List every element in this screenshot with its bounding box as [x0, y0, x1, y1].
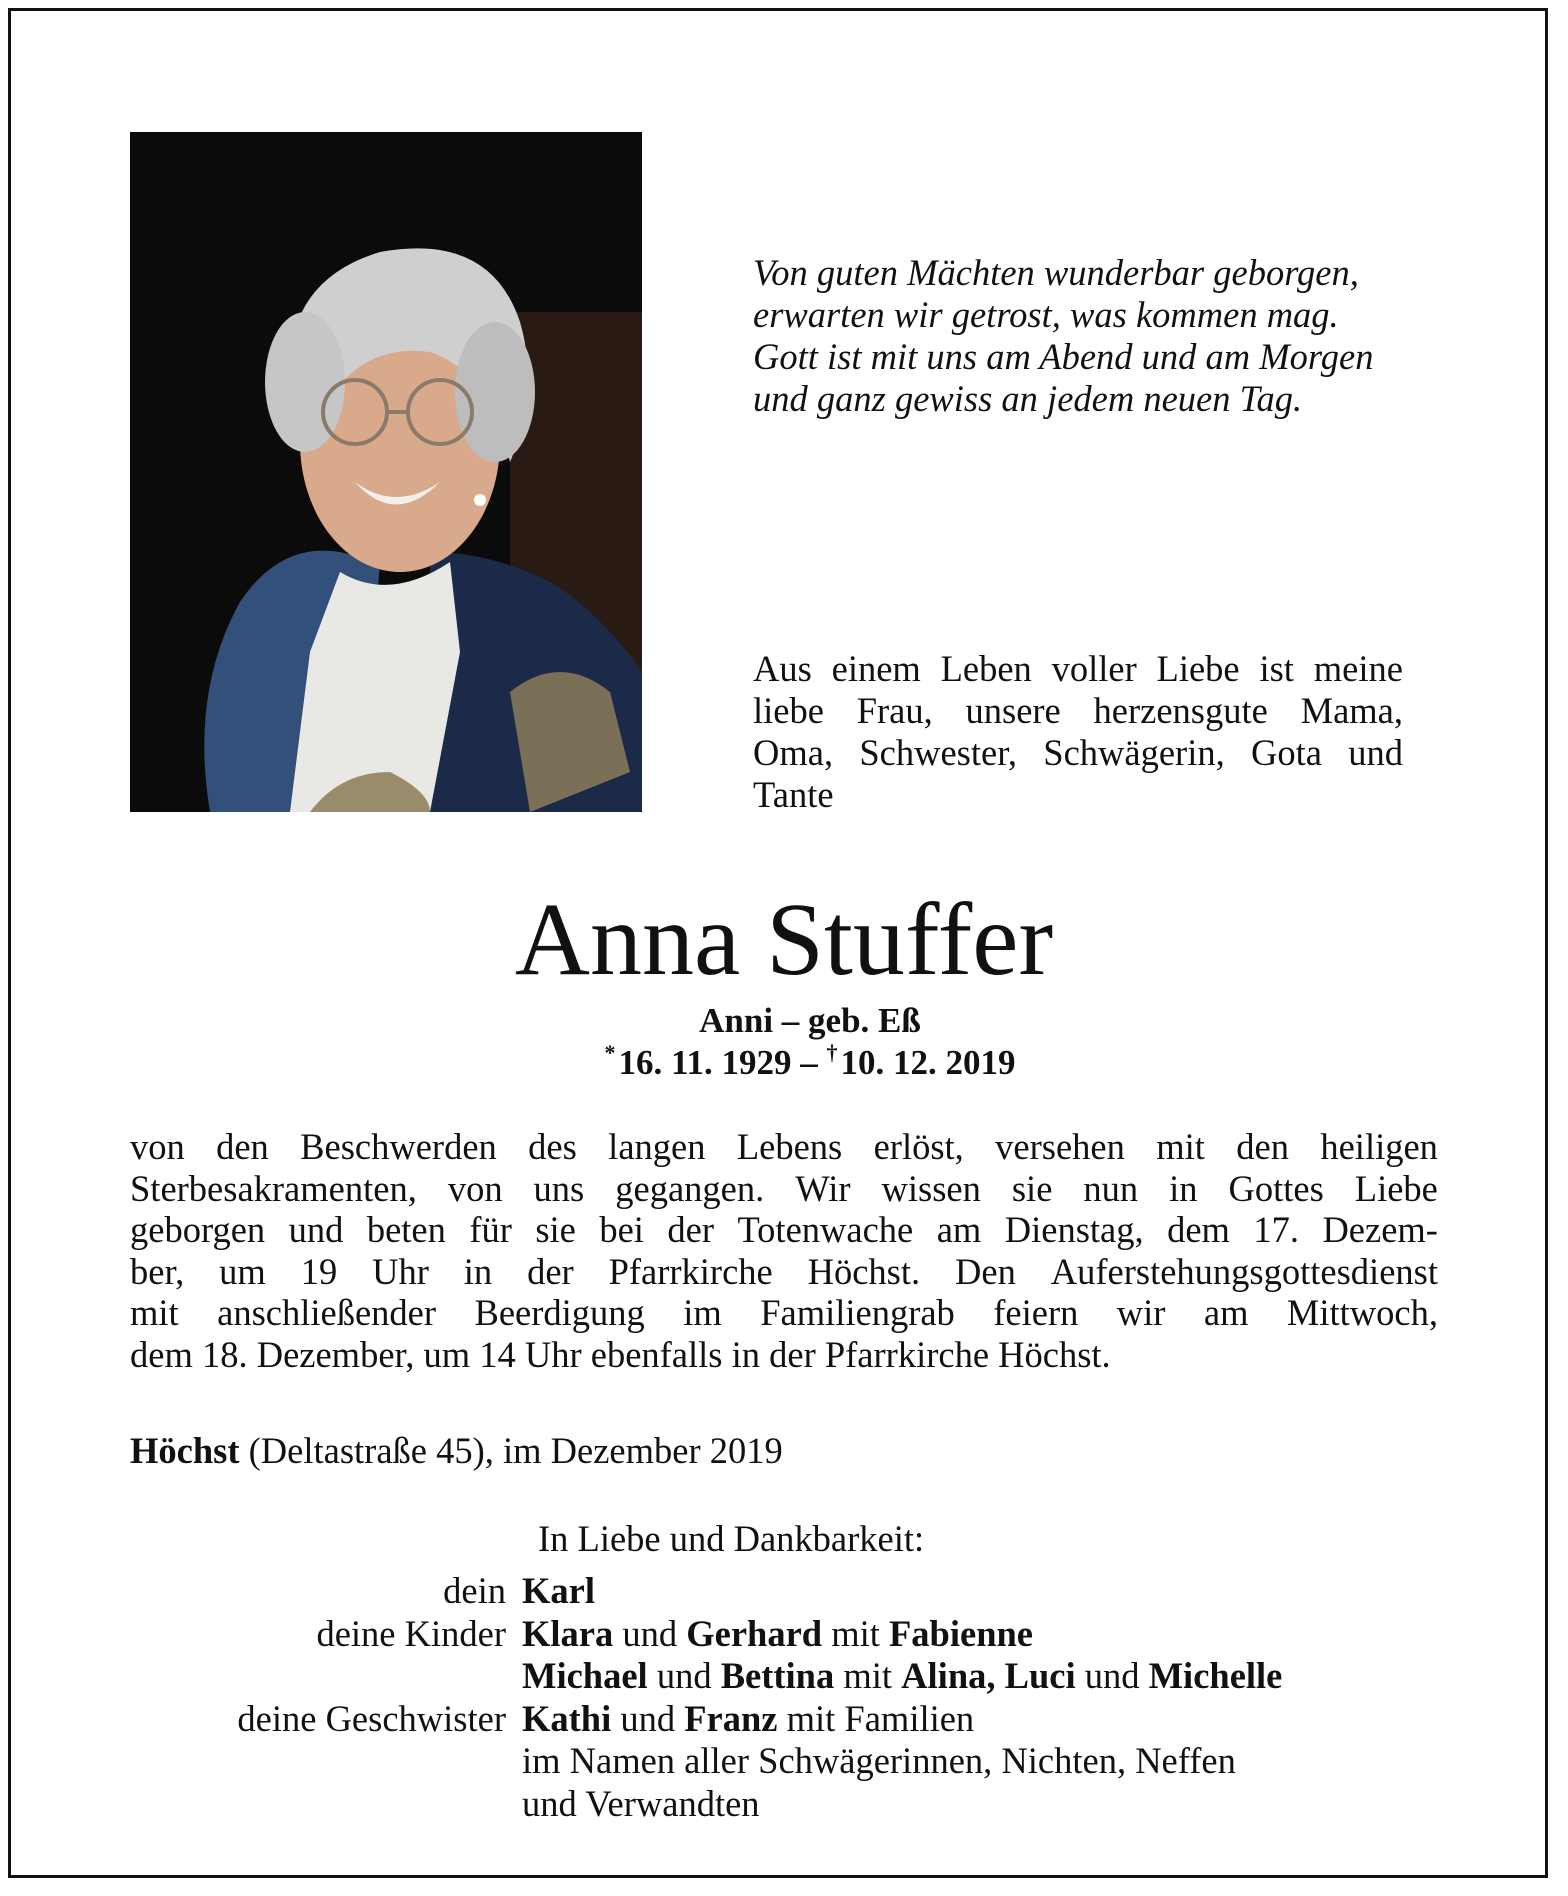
word: mit: [1156, 1126, 1205, 1167]
family-member-name: Gerhard: [686, 1612, 823, 1654]
word: den: [1236, 1126, 1289, 1167]
word: liebe: [753, 690, 824, 731]
poem-quote: [753, 252, 1473, 420]
word: mit: [130, 1292, 179, 1333]
word: Uhr: [372, 1250, 429, 1292]
word: ber,: [130, 1250, 185, 1292]
word: und: [1348, 732, 1403, 773]
word: Schwester,: [859, 732, 1018, 773]
word: Liebe: [1354, 1167, 1438, 1209]
family-member-name: Karl: [522, 1570, 595, 1611]
family-connector-text: im Namen aller Schwägerinnen, Nichten, Neffen: [522, 1740, 1236, 1781]
word: in: [1169, 1167, 1198, 1209]
word: am: [1203, 1292, 1249, 1333]
family-connector-text: und: [1075, 1655, 1149, 1696]
word: Schwägerin,: [1043, 732, 1225, 773]
word: langen: [608, 1126, 706, 1167]
family-connector-text: mit: [822, 1612, 890, 1654]
word: bei: [599, 1209, 644, 1250]
word: von: [130, 1126, 185, 1167]
word: feiern: [993, 1292, 1079, 1333]
word: ist: [1259, 648, 1294, 689]
word: in: [463, 1250, 493, 1292]
birth-date: 16. 11. 1929: [618, 1043, 792, 1082]
intro-line: [753, 732, 1403, 774]
poem-line: und ganz gewiss an jedem neuen Tag.: [753, 378, 1303, 419]
word: Gota: [1251, 732, 1322, 773]
birth-symbol: *: [604, 1040, 616, 1065]
thanks-line: In Liebe und Dankbarkeit:: [538, 1518, 925, 1559]
word: um: [219, 1250, 266, 1292]
word: wir: [1116, 1292, 1166, 1333]
word: voller: [1051, 648, 1137, 689]
intro-line: [753, 690, 1403, 732]
word: uns: [533, 1167, 585, 1209]
word: Oma,: [753, 732, 834, 773]
family-list: [0, 1570, 1568, 1825]
word: der: [667, 1209, 714, 1250]
word: den: [216, 1126, 269, 1167]
word: erlöst,: [873, 1126, 964, 1167]
word: geborgen: [130, 1209, 266, 1250]
body-line: [130, 1292, 1438, 1334]
family-relation-label: [0, 1655, 522, 1698]
family-row: [0, 1698, 1568, 1741]
family-row: [0, 1570, 1568, 1613]
word: Dienstag,: [1004, 1209, 1144, 1250]
family-row: [0, 1740, 1568, 1783]
poem-line: Von guten Mächten wunderbar geborgen,: [753, 252, 1359, 293]
nickname-line: Anni – geb. Eß: [699, 1001, 921, 1040]
word: Höchst.: [807, 1250, 921, 1292]
word: Totenwache: [737, 1209, 914, 1250]
announcement-text: [130, 1126, 1438, 1375]
family-members: [522, 1698, 974, 1741]
family-members: [522, 1655, 1282, 1698]
intro-text: [753, 648, 1403, 816]
intro-line: [753, 648, 1403, 690]
word: Mittwoch,: [1286, 1292, 1438, 1333]
portrait-photo: [130, 132, 642, 812]
word: Gottes: [1228, 1167, 1324, 1209]
family-members: [522, 1613, 1033, 1656]
word: Aus: [753, 648, 812, 689]
family-connector-text: und: [647, 1655, 721, 1696]
word: Auferstehungsgottesdienst: [1050, 1250, 1438, 1292]
word: nun: [1083, 1167, 1139, 1209]
word: einem: [831, 648, 921, 689]
word: Sterbesakramenten,: [130, 1167, 417, 1209]
family-row: [0, 1613, 1568, 1656]
poem-line: erwarten wir getrost, was kommen mag.: [753, 294, 1339, 335]
word: gegangen.: [615, 1167, 765, 1209]
body-line: [130, 1209, 1438, 1251]
word: und: [288, 1209, 344, 1250]
family-member-name: Michelle: [1148, 1655, 1283, 1696]
word: Pfarrkirche: [608, 1250, 773, 1292]
family-connector-text: mit: [834, 1655, 902, 1696]
word: herzensgute: [1093, 690, 1268, 731]
body-line: [130, 1126, 1438, 1168]
family-relation-label: [0, 1740, 522, 1783]
body-line: [130, 1168, 1438, 1210]
family-member-name: Kathi: [522, 1697, 612, 1739]
word: Wir: [795, 1167, 851, 1209]
word: 19: [300, 1250, 338, 1292]
word: am: [936, 1209, 982, 1250]
word: des: [528, 1126, 577, 1167]
family-row: [0, 1655, 1568, 1698]
family-member-name: Michael: [522, 1655, 648, 1696]
word: Dezem-: [1322, 1209, 1438, 1250]
word: für: [469, 1209, 512, 1250]
intro-line: Tante: [753, 774, 834, 815]
family-member-name: Bettina: [720, 1655, 835, 1696]
body-line: [130, 1251, 1438, 1293]
word: sie: [1011, 1167, 1053, 1209]
word: wissen: [881, 1167, 981, 1209]
word: dem: [1167, 1209, 1230, 1250]
family-member-name: Franz: [684, 1697, 778, 1739]
family-members: [522, 1783, 760, 1826]
death-date: 10. 12. 2019: [840, 1043, 1016, 1082]
word: anschließender: [217, 1292, 437, 1333]
place-date-line: [130, 1430, 783, 1472]
word: Lebens: [736, 1126, 843, 1167]
word: Beerdigung: [474, 1292, 645, 1333]
family-connector-text: mit Familien: [777, 1697, 975, 1739]
deceased-name: Anna Stuffer: [514, 882, 1054, 997]
place-rest: (Deltastraße 45), im Dezember 2019: [239, 1430, 783, 1471]
word: Liebe: [1156, 648, 1240, 689]
family-connector-text: und: [611, 1697, 685, 1739]
family-relation-label: dein: [443, 1570, 506, 1611]
word: heiligen: [1320, 1126, 1438, 1167]
family-member-name: Fabienne: [889, 1612, 1034, 1654]
family-members: [522, 1570, 595, 1613]
date-separator: –: [800, 1043, 818, 1082]
family-connector-text: und: [613, 1612, 687, 1654]
word: Familiengrab: [760, 1292, 955, 1333]
word: von: [447, 1167, 503, 1209]
family-member-name: Alina, Luci: [901, 1655, 1076, 1696]
family-member-name: Klara: [522, 1612, 614, 1654]
death-symbol: †: [826, 1040, 838, 1065]
word: im: [683, 1292, 722, 1333]
family-row: [0, 1783, 1568, 1826]
word: unsere: [965, 690, 1061, 731]
word: Leben: [940, 648, 1032, 689]
family-members: [522, 1740, 1236, 1783]
family-connector-text: und Verwandten: [522, 1782, 760, 1824]
word: versehen: [995, 1126, 1125, 1167]
family-relation-label: deine Kinder: [316, 1612, 506, 1654]
life-dates: [26, 1042, 1568, 1084]
place-town: Höchst: [130, 1430, 240, 1471]
word: beten: [366, 1209, 446, 1250]
word: Den: [955, 1250, 1016, 1292]
word: Frau,: [856, 690, 933, 731]
body-line: dem 18. Dezember, um 14 Uhr ebenfalls in der Pfarrkirche Höchst.: [130, 1333, 1111, 1375]
word: Beschwerden: [300, 1126, 497, 1167]
word: meine: [1313, 648, 1403, 689]
poem-line: Gott ist mit uns am Abend und am Morgen: [753, 336, 1374, 377]
word: sie: [535, 1209, 576, 1250]
family-relation-label: [0, 1783, 522, 1826]
word: 17.: [1253, 1209, 1299, 1250]
family-relation-label: deine Geschwister: [237, 1697, 506, 1739]
word: der: [527, 1250, 574, 1292]
word: Mama,: [1300, 690, 1403, 731]
